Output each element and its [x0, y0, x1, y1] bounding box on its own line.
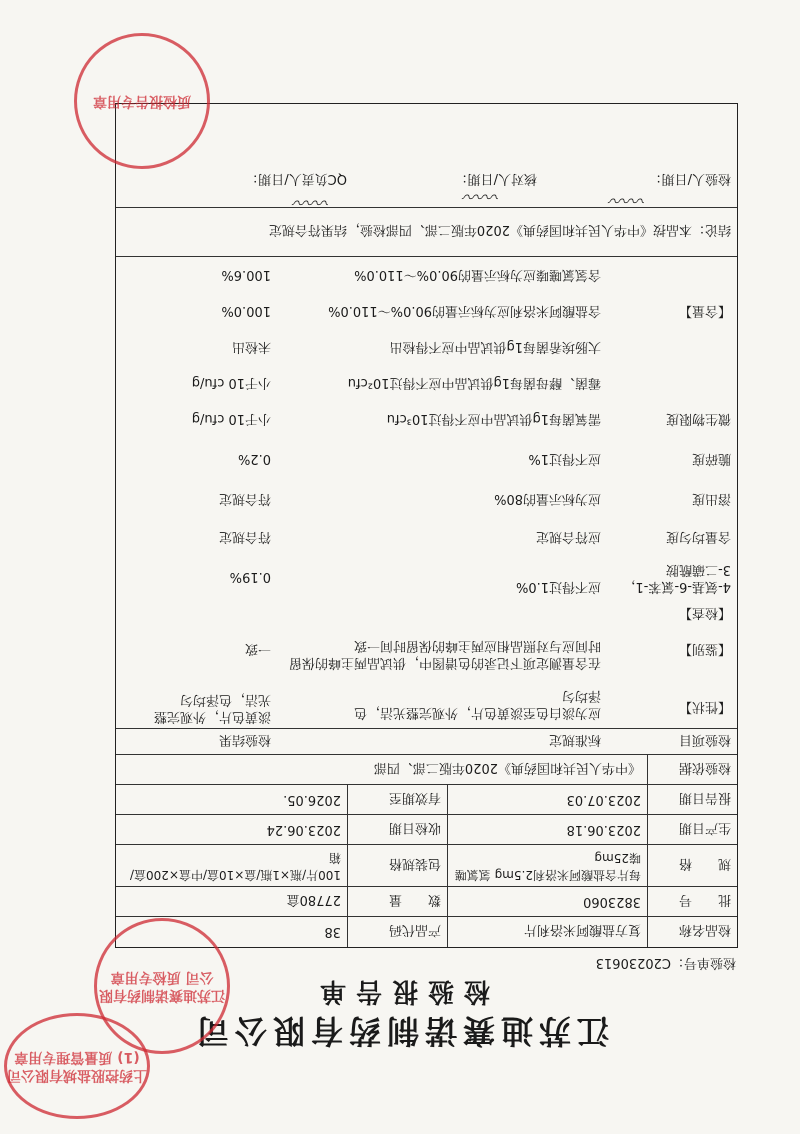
assay-std-2: 含氢氯噻嗪应为标示量的90.0%～110.0%	[354, 267, 601, 282]
quantity-label: 数 量	[347, 887, 447, 917]
table-row	[116, 754, 737, 785]
document-title: 检验报告单	[310, 976, 491, 1006]
report-stamp	[74, 33, 210, 169]
expiry-label: 有效期至	[347, 785, 447, 815]
product-code: 38	[324, 924, 341, 940]
micro-result-2: 小于10 cfu/g	[191, 375, 271, 390]
appearance-std: 应为淡白色至淡黄色片，外观完整光洁，色泽均匀	[353, 688, 601, 720]
conclusion: 结论：本品按《中华人民共和国药典》2020年版二部、四部检验，结果符合规定	[268, 222, 731, 238]
dissolution-label: 溶出度	[691, 491, 731, 506]
company-qc-stamp	[94, 918, 230, 1054]
impurity-result: 0.19%	[229, 569, 271, 584]
friability-label: 脆碎度	[691, 451, 731, 466]
spec-label: 规 格	[647, 845, 737, 887]
conclusion-row	[116, 207, 737, 257]
micro-std-1: 需氧菌每1g供试品中应不得过10³cfu	[386, 411, 601, 426]
inspector-signature: 〰〰	[610, 189, 646, 210]
col-result-header: 检验结果	[218, 732, 271, 748]
reviewer-label: 核对人/日期：	[454, 171, 537, 186]
report-number-value: C20230613	[595, 955, 671, 970]
dissolution-result: 符合规定	[218, 491, 271, 506]
identification-result: 一致	[244, 641, 271, 656]
basis: 《中华人民共和国药典》2020年版二部、四部	[373, 760, 641, 776]
impurity-label: 4-氨基-6-氯苯-1，3-二磺酰胺	[622, 562, 731, 594]
assay-result-2: 100.6%	[221, 267, 271, 282]
impurity-std: 应不得过1.0%	[515, 579, 601, 594]
table-row	[116, 814, 737, 845]
recv-date-label: 收检日期	[347, 815, 447, 845]
inspector-label: 检验人/日期：	[648, 171, 731, 186]
reviewer-signature: 〰〰	[464, 185, 500, 206]
report-table	[115, 103, 738, 948]
appearance-label: 【性状】	[678, 699, 731, 714]
company-title: 江苏迪赛诺制药有限公司	[191, 1012, 610, 1050]
col-item-header: 检验项目	[678, 732, 731, 748]
qc-label: QC负责人/日期：	[245, 171, 347, 186]
micro-result-3: 未检出	[231, 339, 271, 354]
col-std-header: 标准规定	[548, 732, 601, 748]
report-date-label: 报告日期	[647, 785, 737, 815]
table-row	[116, 886, 737, 917]
product-name: 复方盐酸阿米洛利片	[447, 917, 647, 947]
qc-dept-stamp-text: 上药控股盐城有限公司 (1) 质量管理专用章	[7, 1049, 147, 1083]
uniformity-result: 符合规定	[218, 529, 271, 544]
assay-std-1: 含盐酸阿米洛利应为标示量的90.0%～110.0%	[328, 303, 601, 318]
mfg-date: 2023.06.18	[447, 815, 647, 845]
basis-label: 检验依据	[647, 755, 737, 785]
expiry-date: 2026.05.	[283, 792, 341, 808]
friability-std: 应不得过1%	[528, 451, 601, 466]
company-qc-stamp-text: 江苏迪赛诺制药有限公司 质检专用章	[99, 969, 225, 1003]
uniformity-label: 含量均匀度	[665, 529, 731, 544]
mfg-date-label: 生产日期	[647, 815, 737, 845]
product-name-label: 检品名称	[647, 917, 737, 947]
micro-std-2: 霉菌、酵母菌每1g供试品中应不得过10²cfu	[347, 375, 601, 390]
quantity: 27780盒	[286, 892, 341, 908]
qc-signature: 〰〰	[294, 191, 330, 212]
product-code-label: 产品代码	[347, 917, 447, 947]
results-header-row	[116, 728, 737, 755]
friability-result: 0.2%	[237, 451, 271, 466]
batch-number: 3823060	[447, 887, 647, 917]
identification-std: 在含量测定项下记录的色谱图中，供试品两主峰的保留时间应与对照品相应两主峰的保留时间一致	[288, 638, 601, 670]
report-stamp-text: 质检报告专用章	[93, 93, 191, 109]
dissolution-std: 应为标示量的80%	[494, 491, 601, 506]
recv-date: 2023.06.24	[266, 822, 341, 838]
identification-label: 【鉴别】	[678, 641, 731, 656]
report-number-label: 检验单号：	[670, 955, 736, 970]
batch-label: 批 号	[647, 887, 737, 917]
check-label: 【检查】	[678, 605, 731, 620]
assay-result-1: 100.0%	[221, 303, 271, 318]
report-date: 2023.07.03	[447, 785, 647, 815]
appearance-result: 淡黄色片，外观完整光洁，色泽均匀	[153, 692, 271, 724]
micro-label: 微生物限度	[665, 411, 731, 426]
micro-std-3: 大肠埃希菌每1g供试品中应不得检出	[389, 339, 601, 354]
pack-spec: 100片/瓶×1瓶/盒×10盒/中盒×200盒/箱	[129, 851, 341, 882]
assay-label: 【含量】	[678, 303, 731, 318]
report-number	[596, 955, 736, 974]
pack-label: 包装规格	[347, 845, 447, 887]
table-row	[116, 844, 737, 887]
spec: 每片含盐酸阿米洛利2.5mg 氢氯噻嗪25mg	[447, 845, 647, 887]
uniformity-std: 应符合规定	[535, 529, 601, 544]
table-row	[116, 784, 737, 815]
micro-result-1: 小于10 cfu/g	[191, 411, 271, 426]
